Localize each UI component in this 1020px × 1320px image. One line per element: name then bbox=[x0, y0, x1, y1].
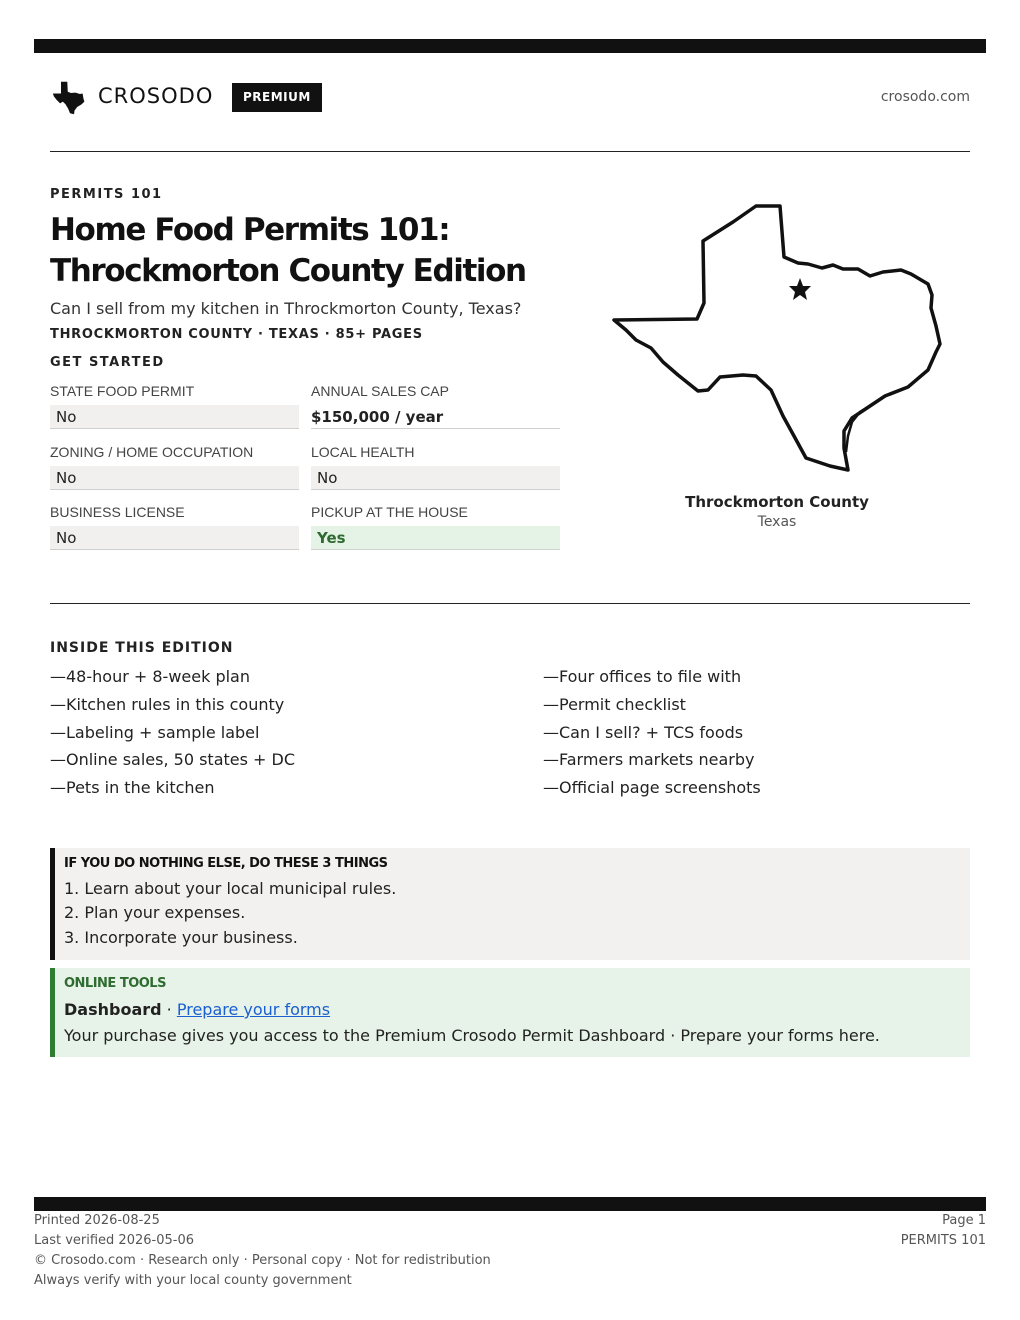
page-title bbox=[50, 210, 610, 292]
texas-logo-icon bbox=[52, 80, 88, 116]
fact-value: No bbox=[50, 526, 299, 550]
list-item: —Four offices to file with bbox=[543, 667, 742, 686]
header bbox=[50, 80, 970, 114]
header-divider bbox=[50, 151, 970, 152]
fact-value: No bbox=[311, 466, 560, 490]
page-number: Page 1 bbox=[942, 1213, 986, 1228]
bottom-rule-bar bbox=[34, 1197, 986, 1211]
printed-date: Printed 2026-08-25 bbox=[34, 1213, 160, 1228]
map-state-label: Texas bbox=[757, 514, 797, 530]
fact-label: ZONING / HOME OCCUPATION bbox=[50, 444, 254, 460]
todo-title: IF YOU DO NOTHING ELSE, DO THESE 3 THINGS bbox=[64, 856, 388, 871]
copyright: © Crosodo.com · Research only · Personal copy · Not for redistribution bbox=[34, 1253, 491, 1268]
get-started-heading: GET STARTED bbox=[50, 355, 165, 370]
map-county-label: Throckmorton County bbox=[685, 493, 869, 511]
inside-heading: INSIDE THIS EDITION bbox=[50, 640, 234, 656]
section-kicker: PERMITS 101 bbox=[50, 187, 163, 202]
fact-label: STATE FOOD PERMIT bbox=[50, 383, 195, 399]
list-item: —Farmers markets nearby bbox=[543, 750, 755, 769]
coastline-detail bbox=[846, 406, 870, 452]
fact-business-license bbox=[50, 502, 299, 550]
fact-label: BUSINESS LICENSE bbox=[50, 504, 185, 520]
fact-label: PICKUP AT THE HOUSE bbox=[311, 504, 468, 520]
todo-item: 2. Plan your expenses. bbox=[64, 903, 246, 922]
site-url[interactable]: crosodo.com bbox=[880, 89, 970, 105]
footer-section: PERMITS 101 bbox=[900, 1233, 986, 1248]
section-divider bbox=[50, 603, 970, 604]
fact-value: Yes bbox=[311, 526, 560, 550]
tools-description: Your purchase gives you access to the Premium Crosodo Permit Dashboard · Prepare your forms here. bbox=[64, 1026, 880, 1045]
page-subtitle: Can I sell from my kitchen in Throckmorton County, Texas? bbox=[50, 299, 522, 318]
list-item: —Pets in the kitchen bbox=[50, 778, 215, 797]
fact-value: $150,000 / year bbox=[311, 405, 560, 429]
fact-state-food-permit bbox=[50, 381, 299, 429]
fact-pickup-at-house bbox=[311, 502, 560, 550]
fact-annual-sales-cap bbox=[311, 381, 560, 429]
title-line-1: Home Food Permits 101: bbox=[50, 212, 450, 248]
todo-item: 3. Incorporate your business. bbox=[64, 928, 298, 947]
disclaimer: Always verify with your local county government bbox=[34, 1273, 352, 1288]
fact-value: No bbox=[50, 466, 299, 490]
list-item: —48-hour + 8-week plan bbox=[50, 667, 250, 686]
fact-label: LOCAL HEALTH bbox=[311, 444, 415, 460]
online-tools-callout bbox=[50, 968, 970, 1057]
title-line-2: Throckmorton County Edition bbox=[50, 253, 526, 289]
online-tools-title: ONLINE TOOLS bbox=[64, 976, 166, 991]
todo-item: 1. Learn about your local municipal rules. bbox=[64, 879, 397, 898]
list-item: —Labeling + sample label bbox=[50, 723, 260, 742]
dashboard-line bbox=[64, 1000, 330, 1019]
brand-name: CROSODO bbox=[98, 84, 214, 108]
star-icon bbox=[789, 278, 811, 300]
todo-callout bbox=[50, 848, 970, 960]
prepare-forms-link[interactable]: Prepare your forms bbox=[176, 1000, 331, 1019]
top-rule-bar bbox=[34, 39, 986, 53]
edition-meta: THROCKMORTON COUNTY · TEXAS · 85+ PAGES bbox=[50, 327, 423, 342]
texas-outline bbox=[614, 206, 940, 470]
fact-local-health bbox=[311, 442, 560, 490]
list-item: —Permit checklist bbox=[543, 695, 686, 714]
fact-zoning bbox=[50, 442, 299, 490]
dashboard-label: Dashboard bbox=[64, 1000, 162, 1019]
list-item: —Online sales, 50 states + DC bbox=[50, 750, 296, 769]
separator: · bbox=[161, 1000, 177, 1019]
verified-date: Last verified 2026-05-06 bbox=[34, 1233, 194, 1248]
fact-value: No bbox=[50, 405, 299, 429]
fact-label: ANNUAL SALES CAP bbox=[311, 383, 449, 399]
premium-badge: PREMIUM bbox=[232, 83, 322, 112]
list-item: —Kitchen rules in this county bbox=[50, 695, 285, 714]
list-item: —Official page screenshots bbox=[543, 778, 761, 797]
list-item: —Can I sell? + TCS foods bbox=[543, 723, 744, 742]
texas-map bbox=[608, 200, 948, 480]
